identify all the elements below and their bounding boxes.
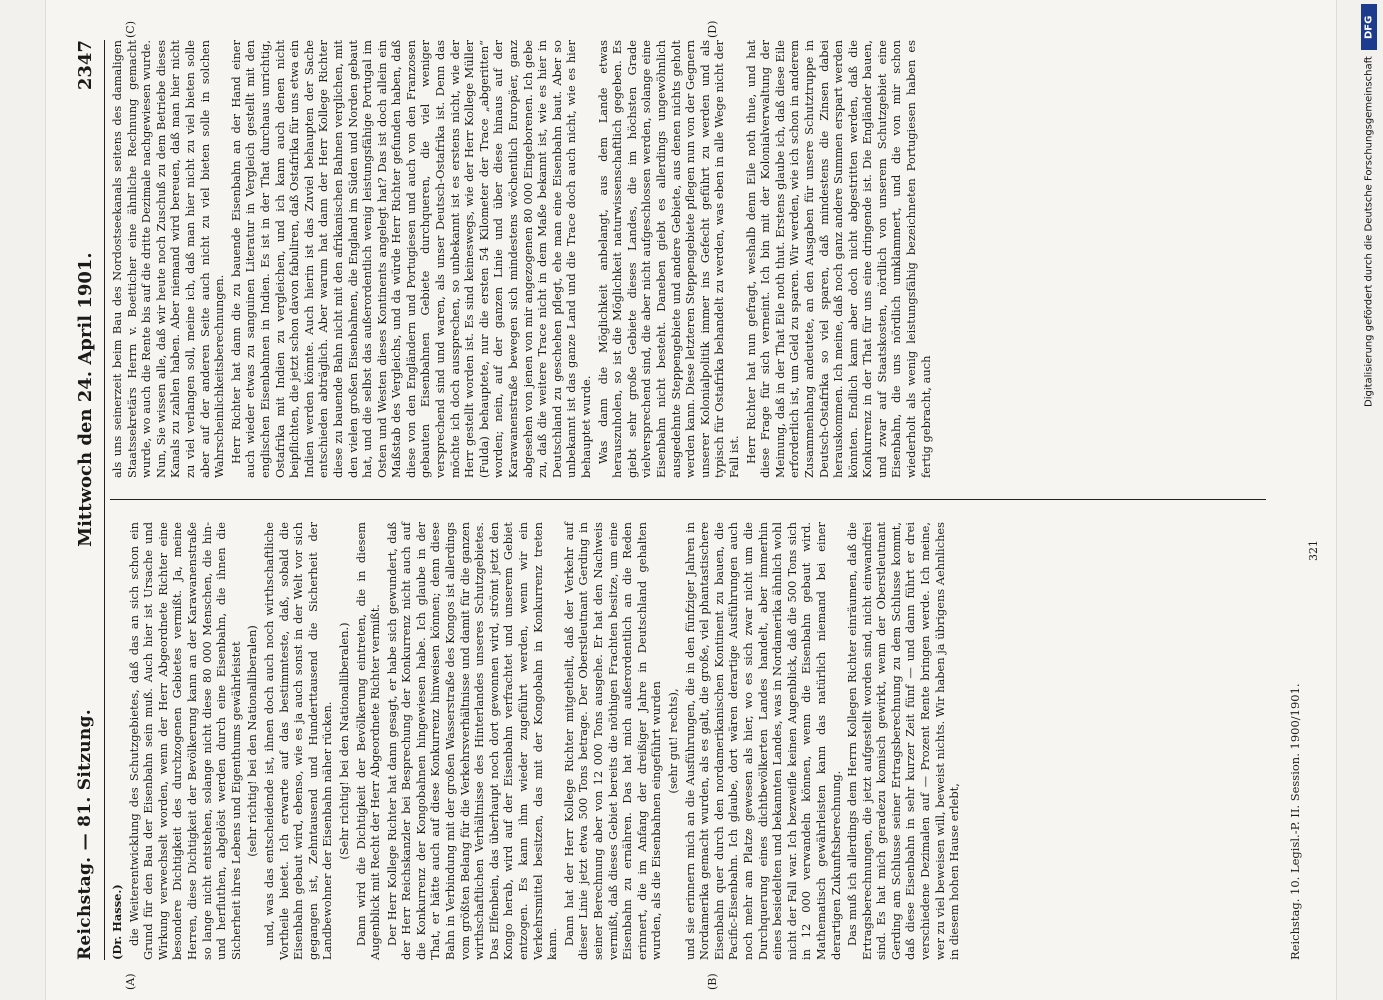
header-date: Mittwoch den 24. April 1901. (74, 252, 96, 547)
sheet-number: 321 (1307, 540, 1320, 561)
paragraph: Herr Richter hat nun gefragt, weshalb denn Eile noth thue, und hat diese Frage für sich verneint. Ich bin mit der Kolonialverwaltung der Meinung, daß in der That Eile noth thut. Erstens glaube ich, daß diese Eile erforderlich ist, um Geld zu sparen. Wir werden, wie ich schon in anderem Zusammenhang andeutete, an den Ausgaben für unsere Schutztruppe in Deutsch-Ostafrika so viel sparen, daß mindestens die Zinsen dabei herauskommen. Ich meine, daß noch ganz andere Summen erspart werden könnten. Endlich kann aber doch nicht abgestritten werden, daß die Konkurrenz in der That für uns eine dringende ist. Die Engländer bauen, und zwar auf Staatskosten, nördlich von unserem Schutzgebiet eine Eisenbahn, die uns nördlich umklammert, und die von mir schon wiederholt als wenig leistungsfähig bezeichneten Portugiesen haben es fertig gebracht, auch (743, 40, 933, 478)
margin-mark-d: (D) (706, 20, 719, 38)
dfg-logo: DFG (1361, 4, 1377, 50)
paragraph: und sie erinnern mich an die Ausführungen, die in den fünfziger Jahren in Nordamerika gemacht wurden, als es galt, die große, viel phantastischere Eisenbahn quer durch den nordamerikanischen Kontinent zu bauen, die Pacific-Eisenbahn. Ich glaube, dort wären derartige Ausführungen auch noch mehr am Platze gewesen als hier, wo es sich zwar nicht um die Durchquerung eines dichtbevölkerten Landes handelt, aber immerhin eines besiedelten und bekannten Landes, was in Nordamerika ähnlich wohl nicht der Fall war. Ich bezweifle keinen Augenblick, daß die 500 Tons sich in 12 000 verwandeln können, wenn die Eisenbahn gebaut wird. Mathematisch gewährleisten kann das natürlich niemand bei einer derartigen Zukunftsberechnung. (682, 522, 843, 960)
scanned-page (46, 0, 1336, 1000)
footer-session: Reichstag. 10. Legisl.-P. II. Session. 1900/1901. (1288, 683, 1302, 960)
speaker-label: (Dr. Hasse.) (110, 884, 124, 960)
funding-note: Digitalisierung gefördert durch die Deutsche Forschungsgemeinschaft (1363, 56, 1375, 407)
dfg-sidebar (1353, 0, 1383, 1000)
paragraph: die Weiterentwicklung des Schutzgebietes, daß das an sich schon ein Grund für den Bau der Eisenbahn sein muß. Auch hier ist Ursache und Wirkung verwechselt worden, wenn der Herr Abgeordnete Richter eine besondere Dichtigkeit des durchzogenen Gebietes vermißt. Ja, meine Herren, diese Dichtigkeit der Bevölkerung kann an der Karawanenstraße so lange nicht entstehen, solange nicht diese 80 000 Menschen, die hin- und herfluthen, abgelöst werden durch eine Eisenbahn, die ihnen die Sicherheit ihres Lebens und Eigenthums gewährleistet (126, 522, 243, 960)
margin-mark-c: (C) (124, 21, 137, 38)
page-header (68, 40, 102, 960)
paragraph: Der Herr Kollege Richter hat dann gesagt, er habe sich gewundert, daß der Herr Reichskanzler bei Besprechung der Konkurrenz nicht auch auf die Konkurrenz der Kongobahnen hingewiesen habe. Ich glaube in der That, er hätte auch auf diese Konkurrenz hinweisen können; denn diese Bahn in Verbindung mit der großen Wasserstraße des Kongos ist allerdings vom größten Belang für die Verkehrsverhältnisse und damit für die ganzen wirthschaftlichen Verhältnisse des Hinterlandes unseres Schutzgebietes. Das Elfenbein, das überhaupt noch dort gewonnen wird, strömt jetzt den Kongo herab, wird auf der Eisenbahn verfrachtet und unserem Gebiet entzogen. Es kann ihm wieder zugeführt werden, wenn wir ein Verkehrsmittel besitzen, das mit der Kongobahn in Konkurrenz treten kann. (384, 522, 560, 960)
header-left: Reichstag. — 81. Sitzung. (75, 709, 95, 960)
header-rule (104, 40, 105, 960)
paragraph: Das muß ich allerdings dem Herrn Kollegen Richter einräumen, daß die Ertragsberechnungen, die jetzt aufgestellt worden sind, nicht einwandfrei sind. Es hat mich geradezu komisch gewirkt, wenn der Oberstleutnant Gerding am Schlusse seiner Ertragsberechnung zu dem Schlusse kommt, daß diese Eisenbahn in sehr kurzer Zeit fünf — und dann führt er drei verschiedene Dezimalen auf — Prozent Rente bringen werde. Ich meine, wer zu viel beweisen will, beweist nichts. Wir haben ja übrigens Aehnliches in diesem hohen Hause erlebt, (845, 522, 962, 960)
interjection: (Sehr richtig! bei den Nationalliberalen.) (336, 622, 351, 860)
margin-mark-a: (A) (124, 973, 137, 990)
paragraph: als uns seinerzeit beim Bau des Nordostseekanals seitens des damaligen Staatssekretärs Herrn v. Boetticher eine ähnliche Rechnung gemacht wurde, wo auch die Rente bis auf die dritte Dezimale nachgewiesen wurde. Nun, Sie wissen alle, daß wir heute noch Zuschuß zu dem Betriebe dieses Kanals zu zahlen haben. Aber niemand wird bereuen, daß man hier nicht zu viel verlangen soll, meine ich, daß man hier nicht zu viel bieten solle aber auf der anderen Seite auch nicht zu viel bieten solle in solchen Wahrscheinlichkeitsberechnungen. (110, 40, 227, 478)
page-number: 2347 (74, 40, 96, 91)
page-footer (1288, 40, 1320, 960)
paragraph: Herr Richter hat dann die zu bauende Eisenbahn an der Hand einer auch wieder etwas zu sanguinen Literatur in Vergleich gestellt mit den englischen Eisenbahnen in Indien. Es ist in der That durchaus unrichtig, Ostafrika mit Indien zu vergleichen, und ich kann auch denen nicht beipflichten, die jetzt schon davon fabuliren, daß Ostafrika für uns etwa ein Indien werden könnte. Auch hierin ist das Zuviel behaupten der Sache entschieden abträglich. Aber warum hat dann der Herr Kollege Richter diese zu bauende Bahn nicht mit den afrikanischen Bahnen verglichen, mit den vielen großen Eisenbahnen, die England im Süden und Norden gebaut hat, und die selbst das außerordentlich wenig leistungsfähige Portugal im Osten und Westen dieses Kontinents angelegt hat? Das ist doch allein ein Maßstab des Vergleichs, und da würde Herr Richter gefunden haben, daß diese von den Engländern und Portugiesen und auch von den Franzosen gebauten Eisenbahnen Gebiete durchqueren, die viel weniger versprechend sind und waren, als unser Deutsch-Ostafrika ist. Denn das möchte ich doch aussprechen, so unbekannt ist es erstens nicht, wie der Herr gestellt worden ist. Es sind keineswegs, wie der Herr Kollege Müller (Fulda) behauptete, nur die ersten 54 Kilometer der Trace „abgeritten“ worden; nein, auf der ganzen Linie und über diese hinaus auf der Karawanenstraße bewegen sich mindestens wöchentlich Europäer, ganz abgesehen von jenen von mir angezogenen 80 000 Eingeborenen. Ich gebe zu, daß die weitere Trace nicht in dem Maße bekannt ist, wie es hier in Deutschland zu geschehen pflegt, ehe man eine Eisenbahn baut. Aber so unbekannt ist das ganze Land und die Trace doch auch nicht, wie es hier behauptet wurde. (228, 40, 593, 478)
column-divider (110, 499, 1266, 500)
margin-mark-b: (B) (706, 973, 719, 990)
left-column (110, 522, 1266, 960)
right-column (110, 40, 1266, 478)
paragraph: Was dann die Möglichkeit anbelangt, aus dem Lande etwas herauszuholen, so ist die Möglichkeit naturwissenschaftlich gegeben. Es giebt sehr große Gebiete dieses Landes, die im höchsten Grade vielversprechend sind, die aber nicht aufgeschlossen werden, solange eine Eisenbahn nicht besteht. Daneben giebt es allerdings ungewöhnlich ausgedehnte Steppengebiete und andere Gebiete, aus denen nichts geholt werden kann. Diese letzteren Steppengebiete pflegen nun von der Gegnern unserer Kolonialpolitik immer ins Gefecht geführt zu werden und als typisch für Ostafrika behandelt zu werden, was eben in alle Wege nicht der Fall ist. (595, 40, 741, 478)
paragraph: und, was das entscheidende ist, ihnen doch auch noch wirthschaftliche Vortheile bietet. Ich erwarte auf das bestimmteste, daß, sobald die Eisenbahn gebaut wird, ebenso, wie es ja auch sonst in der Welt vor sich gegangen ist, Zehntausend und Hunderttausend die Sicherheit der Landbewohner der Eisenbahn näher rücken. (261, 522, 335, 960)
interjection: (sehr gut! rechts), (665, 688, 680, 794)
paragraph: Dann hat der Herr Kollege Richter mitgetheilt, daß der Verkehr auf dieser Linie jetzt etwa 500 Tons betrage. Der Oberstleutnant Gerding in seiner Berechnung aber von 12 000 Tons ausgehe. Er hat den Nachweis vermißt, daß dieses Gebiet bereits die nöthigen Frachten besitze, um eine Eisenbahn zu ernähren. Das hat mich außerordentlich an die Reden erinnert, die im Anfang der dreißiger Jahre in Deutschland gehalten wurden, als die Eisenbahnen eingeführt wurden (561, 522, 664, 960)
interjection: (sehr richtig! bei den Nationalliberalen) (245, 625, 260, 857)
paragraph: Dann wird die Dichtigkeit der Bevölkerung eintreten, die in diesem Augenblick mit Recht der Herr Abgeordnete Richter vermißt. (353, 522, 383, 960)
